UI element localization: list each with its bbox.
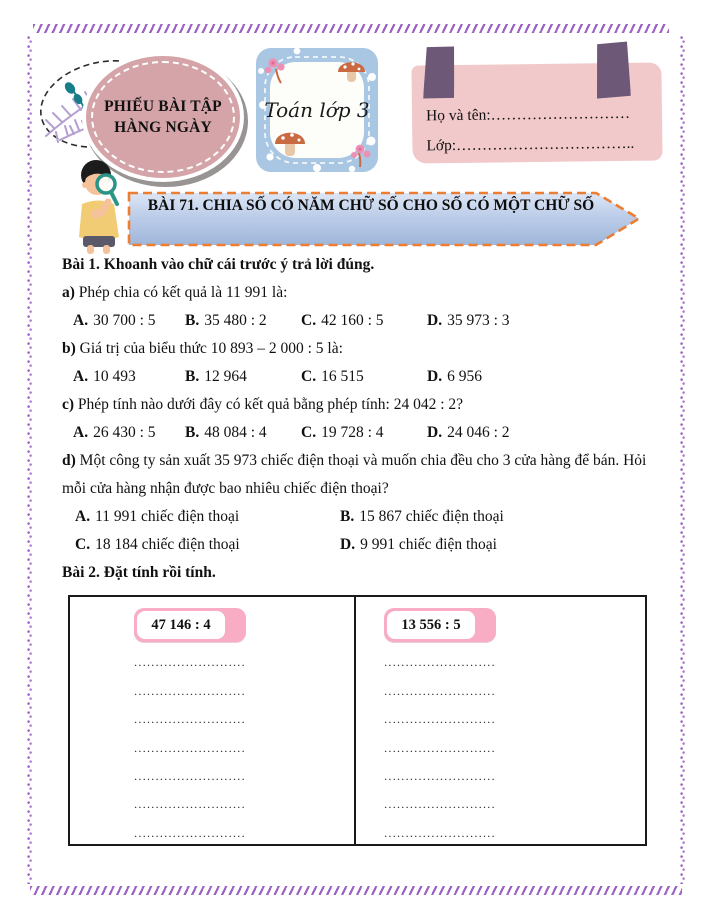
question-d-options-row1 (62, 503, 656, 531)
option-b-D: D. 6 956 (427, 368, 482, 385)
problem-text: 13 556 : 5 (387, 611, 475, 639)
name-field: Họ và tên:……………………… (425, 104, 631, 125)
answer-line: .......................... (134, 740, 246, 755)
tape-icon (595, 41, 631, 98)
question-c-options (62, 419, 656, 447)
answer-line: .......................... (384, 655, 496, 670)
question-c-prompt: c) Phép tính nào dưới đây có kết quả bằng phép tính: 24 042 : 2? (62, 396, 464, 413)
answer-line: .......................... (384, 683, 496, 698)
worksheet-body (62, 251, 656, 846)
work-area-right (356, 597, 645, 844)
option-a-D: D. 35 973 : 3 (427, 312, 510, 329)
kid-magnifier-icon (56, 158, 142, 254)
option-a-A: A. 30 700 : 5 (73, 312, 156, 329)
subject-card (255, 47, 379, 173)
exercise2-heading: Bài 2. Đặt tính rồi tính. (62, 564, 216, 581)
answer-line: .......................... (384, 825, 496, 840)
answer-line: .......................... (134, 655, 246, 670)
question-d-prompt: d) Một công ty sản xuất 35 973 chiếc điện thoại và muốn chia đều cho 3 cửa hàng để bán. Hỏi mỗi cửa hàng nhận được bao nhiêu chiếc điện thoại? (62, 452, 647, 497)
page-border-top (33, 24, 669, 33)
answer-line: .......................... (384, 797, 496, 812)
problem-badge-left (134, 608, 246, 642)
option-a-C: C. 42 160 : 5 (301, 312, 384, 329)
page-border-right (680, 36, 686, 884)
subject-label: Toán lớp 3 (264, 98, 370, 122)
problem-badge-right (384, 608, 496, 642)
worksheet-title-line2: HÀNG NGÀY (114, 119, 212, 136)
exercise1-heading: Bài 1. Khoanh vào chữ cái trước ý trả lời đúng. (62, 256, 375, 273)
option-d-A: A. 11 991 chiếc điện thoại (75, 508, 240, 525)
answer-line: .......................... (134, 825, 246, 840)
question-a-prompt: a) Phép chia có kết quả là 11 991 là: (62, 284, 288, 301)
option-c-B: B. 48 084 : 4 (185, 424, 267, 441)
tape-icon (423, 45, 456, 99)
answer-line: .......................... (384, 712, 496, 727)
option-d-B: B. 15 867 chiếc điện thoại (340, 508, 504, 525)
question-a-options (62, 307, 656, 335)
class-field: Lớp:…………………………….. (426, 134, 635, 155)
answer-line: .......................... (384, 768, 496, 783)
answer-line: .......................... (384, 740, 496, 755)
option-d-C: C. 18 184 chiếc điện thoại (75, 536, 240, 553)
option-c-A: A. 26 430 : 5 (73, 424, 156, 441)
page-border-bottom (30, 886, 682, 895)
option-d-D: D. 9 991 chiếc điện thoại (340, 536, 497, 553)
option-b-C: C. 16 515 (301, 368, 364, 385)
option-a-B: B. 35 480 : 2 (185, 312, 267, 329)
worksheet-title-line1: PHIẾU BÀI TẬP (104, 98, 222, 115)
option-b-B: B. 12 964 (185, 368, 247, 385)
question-d-options-row2 (62, 531, 656, 559)
answer-line: .......................... (134, 768, 246, 783)
lesson-title: BÀI 71. CHIA SỐ CÓ NĂM CHỮ SỐ CHO SỐ CÓ MỘT CHỮ SỐ (147, 197, 595, 214)
work-area-left (70, 597, 356, 844)
answer-line: .......................... (134, 712, 246, 727)
answer-line: .......................... (134, 797, 246, 812)
question-b-prompt: b) Giá trị của biểu thức 10 893 – 2 000 : 5 là: (62, 340, 343, 357)
answer-line: .......................... (134, 683, 246, 698)
option-c-C: C. 19 728 : 4 (301, 424, 384, 441)
option-b-A: A. 10 493 (73, 368, 136, 385)
option-c-D: D. 24 046 : 2 (427, 424, 510, 441)
question-b-options (62, 363, 656, 391)
exercise2-work-table (68, 595, 647, 846)
problem-text: 47 146 : 4 (137, 611, 225, 639)
